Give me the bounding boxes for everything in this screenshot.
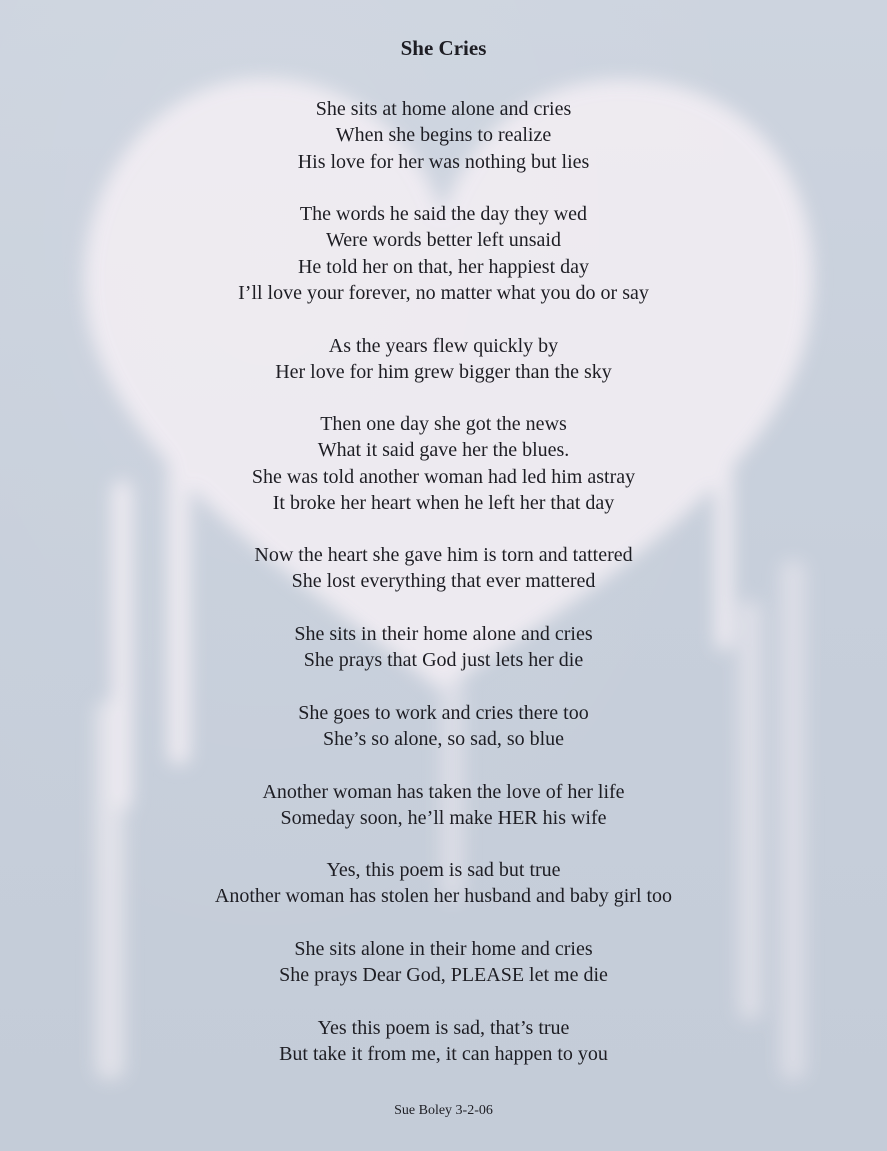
poem-line: She sits alone in their home and cries [294,938,593,960]
poem-line: Someday soon, he’ll make HER his wife [280,807,607,830]
poem-title: She Cries [400,36,487,60]
poem-line: Another woman has stolen her husband and baby girl too [214,885,673,908]
poem-line: She was told another woman had led him astray [251,465,636,488]
stanza [0,1015,887,1068]
stanza [0,411,887,516]
stanza [0,936,887,989]
poem-line: Then one day she got the news [320,413,567,435]
stanza [0,542,887,595]
stanza [0,96,887,175]
stanza [0,333,887,386]
poem-line: Another woman has taken the love of her life [262,781,625,803]
poem-line: I’ll love your forever, no matter what you do or say [238,281,649,304]
poem-line: What it said gave her the blues. [317,439,570,462]
stanza [0,621,887,674]
stanza [0,779,887,832]
poem-line: Were words better left unsaid [326,229,561,252]
stanza [0,700,887,753]
poem-line: Now the heart she gave him is torn and tattered [254,544,633,566]
poem-line: She’s so alone, so sad, so blue [322,728,565,751]
poem-line: Yes, this poem is sad but true [326,859,561,881]
poem-line: He told her on that, her happiest day [297,255,590,278]
poem-line: As the years flew quickly by [328,335,559,357]
poem-line: The words he said the day they wed [299,203,588,225]
poem-line: She sits at home alone and cries [315,98,572,120]
poem-line: She prays Dear God, PLEASE let me die [279,964,608,987]
poem-line: She sits in their home alone and cries [294,623,593,645]
poem-line: His love for her was nothing but lies [297,150,590,173]
author-signature: Sue Boley 3-2-06 [394,1103,493,1118]
poem-line: But take it from me, it can happen to you [279,1043,608,1066]
poem-line: She prays that God just lets her die [303,649,584,672]
poem-line: Yes this poem is sad, that’s true [317,1017,570,1039]
stanza [0,201,887,306]
poem-line: When she begins to realize [335,124,552,147]
poem-line: She lost everything that ever mattered [291,570,596,593]
poem-line: She goes to work and cries there too [298,702,589,724]
stanza [0,857,887,910]
poem-line: It broke her heart when he left her that day [272,491,615,514]
poem-line: Her love for him grew bigger than the sky [275,361,612,384]
